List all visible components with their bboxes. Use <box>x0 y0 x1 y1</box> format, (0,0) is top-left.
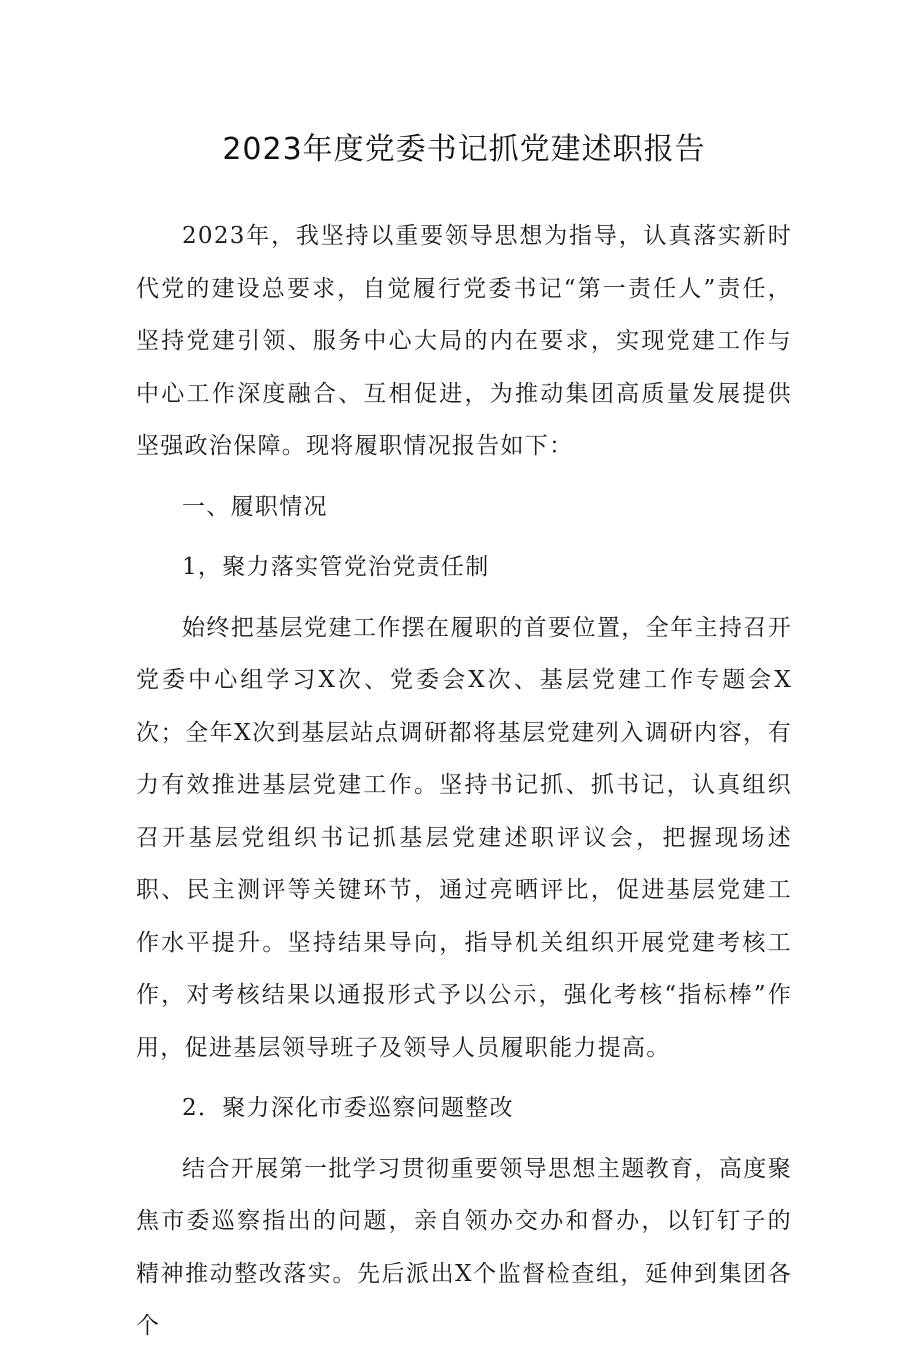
item-body-1: 始终把基层党建工作摆在履职的首要位置，全年主持召开党委中心组学习X次、党委会X次、基层党建工作专题会X次；全年X次到基层站点调研都将基层党建列入调研内容，有力有效推进基层党建工作。坚持书记抓、抓书记，认真组织召开基层党组织书记抓基层党建述职评议会，把握现场述职、民主测评等关键环节，通过亮晒评比，促进基层党建工作水平提升。坚持结果导向，指导机关组织开展党建考核工作，对考核结果以通报形式予以公示，强化考核“指标棒”作用，促进基层领导班子及领导人员履职能力提高。 <box>136 614 792 1061</box>
item-heading-1: 1，聚力落实管党治党责任制 <box>182 554 490 580</box>
paragraph-spacer <box>136 1074 792 1082</box>
paragraph-spacer <box>136 594 792 602</box>
item-heading-2: 2．聚力深化市委巡察问题整改 <box>182 1095 514 1121</box>
paragraph-spacer <box>136 473 792 481</box>
document-title: 2023年度党委书记抓党建述职报告 <box>222 132 706 167</box>
paragraph-spacer <box>136 533 792 541</box>
item-body-2: 结合开展第一批学习贯彻重要领导思想主题教育，高度聚焦市委巡察指出的问题，亲自领办交办和督办，以钉钉子的精神推动整改落实。先后派出X个监督检查组，延伸到集团各个 <box>136 1155 792 1339</box>
intro-paragraph: 2023年，我坚持以重要领导思想为指导，认真落实新时代党的建设总要求，自觉履行党委书记“第一责任人”责任，坚持党建引领、服务中心大局的内在要求，实现党建工作与中心工作深度融合、互相促进，为推动集团高质量发展提供坚强政治保障。现将履职情况报告如下： <box>136 223 792 459</box>
paragraph-spacer <box>136 1135 792 1143</box>
section-heading-performance: 一、履职情况 <box>182 493 328 520</box>
